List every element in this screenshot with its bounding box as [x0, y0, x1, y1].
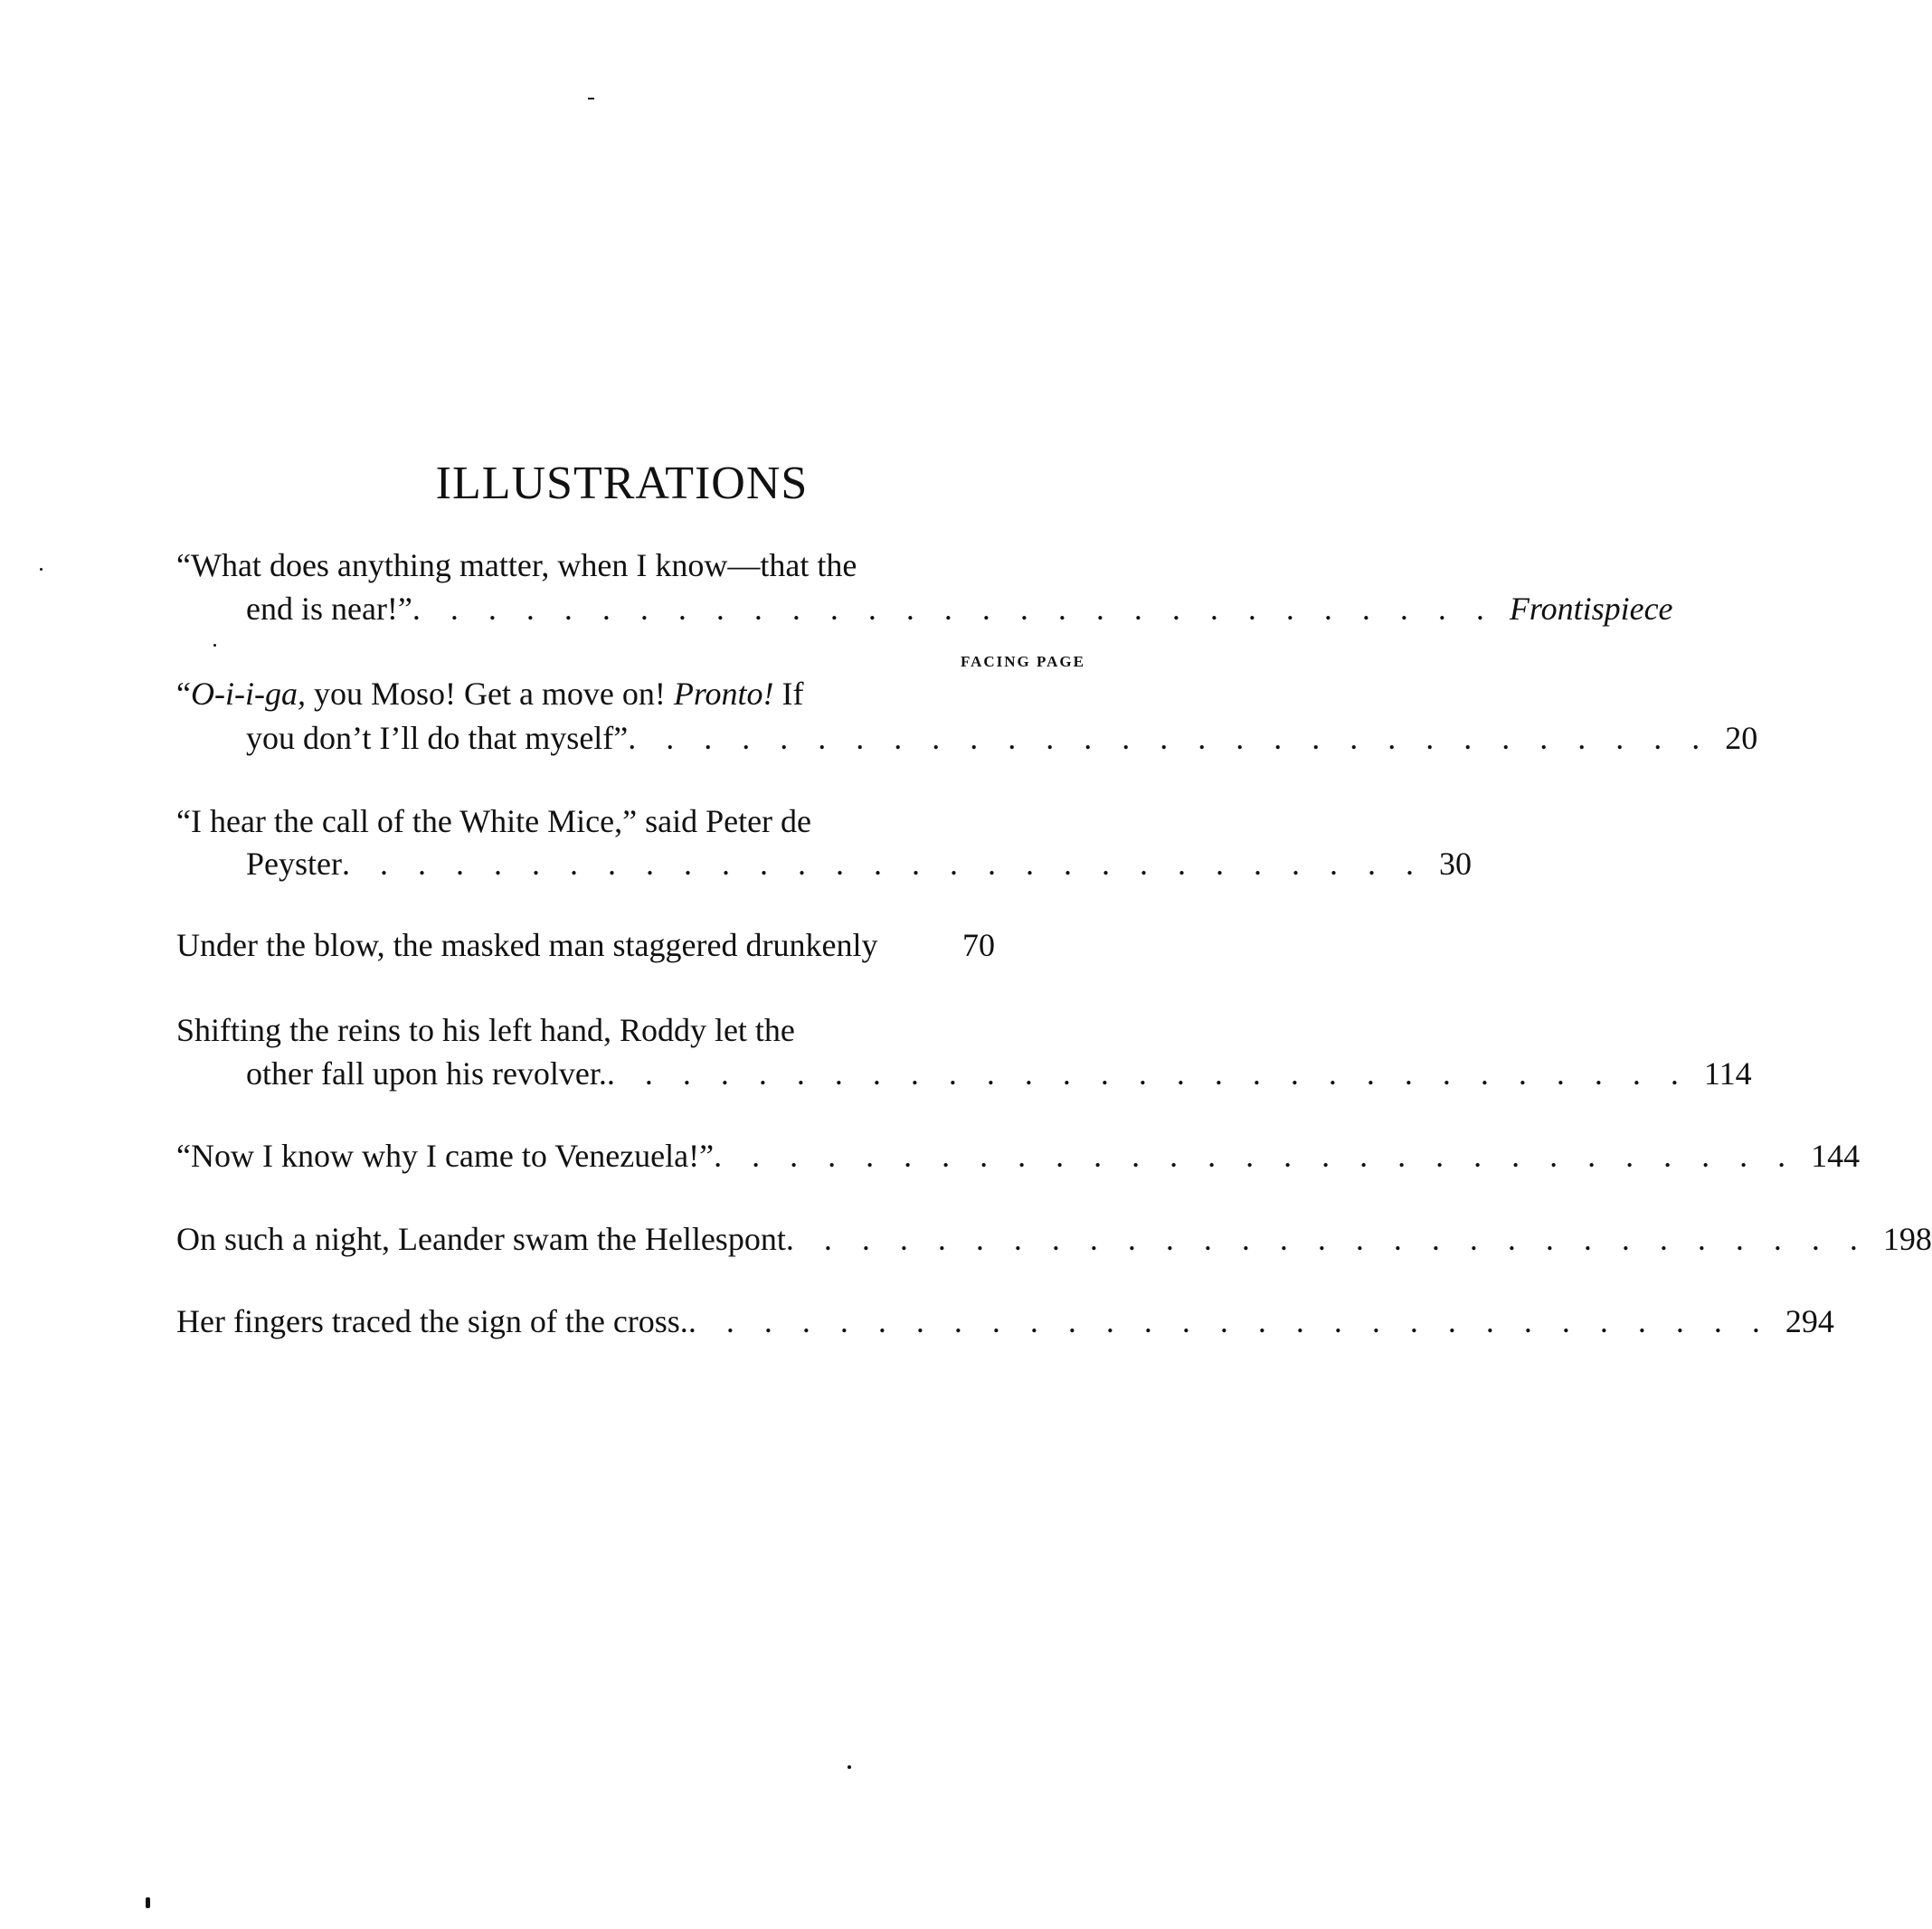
page-title: ILLUSTRATIONS: [435, 458, 809, 509]
entry-7-page: 198: [1882, 1221, 1932, 1257]
entry-1-line-2: [246, 589, 1673, 629]
entry-3-line-2: [246, 844, 1472, 884]
entry-3-leader: . . . . . . . . . . . . . . . . . . . . . . . . . . . . .: [341, 846, 1425, 882]
entry-3-page: 30: [1438, 846, 1472, 882]
entry-3-caption-end: Peyster: [246, 846, 342, 882]
entry-4-line-1: Under the blow, the masked man staggered drunkenly 70: [176, 927, 995, 963]
entry-2-page: 20: [1725, 720, 1758, 756]
entry-2-leader: . . . . . . . . . . . . . . . . . . . . . . . . . . . . .: [628, 720, 1711, 756]
entry-4-page: 70: [962, 927, 995, 963]
entry-2-line-1: “O-i-i-ga, you Moso! Get a move on! Pronto! If: [176, 676, 804, 712]
entry-5-line-1: Shifting the reins to his left hand, Roddy let the: [176, 1012, 795, 1048]
scan-mark-dot: [213, 644, 216, 647]
entry-6-line-1: “Now I know why I came to Venezuela!” . . . . . . . . . . . . . . . . . . . . . . . . . . . . . 144: [176, 1138, 1861, 1174]
scan-mark-corner: [146, 1897, 150, 1908]
entry-8-line-1: Her fingers traced the sign of the cross. . . . . . . . . . . . . . . . . . . . . . . . . . . . . . 294: [176, 1303, 1834, 1339]
entry-5-line-2: [246, 1054, 1752, 1093]
entry-1-leader: . . . . . . . . . . . . . . . . . . . . . . . . . . . . .: [412, 591, 1495, 627]
entry-6-leader: . . . . . . . . . . . . . . . . . . . . . . . . . . . . .: [714, 1138, 1797, 1174]
scan-mark-top: [588, 98, 594, 99]
entry-7-line-1: On such a night, Leander swam the Hellespont . . . . . . . . . . . . . . . . . . . . . . . . . . . . . 198: [176, 1221, 1932, 1257]
entry-2-caption-end: you don’t I’ll do that myself”: [246, 720, 629, 756]
entry-6-page: 144: [1811, 1138, 1861, 1174]
facing-page-label: FACING PAGE: [960, 653, 1085, 670]
entry-2-line-2: [246, 718, 1758, 758]
entry-8-leader: . . . . . . . . . . . . . . . . . . . . . . . . . . . . .: [687, 1303, 1771, 1339]
entry-3-line-1: “I hear the call of the White Mice,” said Peter de: [176, 803, 812, 839]
entry-8-page: 294: [1785, 1303, 1834, 1339]
entry-5-page: 114: [1703, 1055, 1752, 1092]
entry-1-caption-end: end is near!”: [246, 591, 412, 627]
scan-mark-bottom: [848, 1765, 851, 1769]
entry-1-line-1: “What does anything matter, when I know—that the: [176, 547, 857, 583]
entry-7-leader: . . . . . . . . . . . . . . . . . . . . . . . . . . . . .: [785, 1221, 1869, 1257]
entry-5-leader: . . . . . . . . . . . . . . . . . . . . . . . . . . . . .: [606, 1055, 1690, 1092]
entry-5-caption-end: other fall upon his revolver.: [246, 1055, 607, 1092]
scan-mark-left: [40, 568, 43, 571]
entry-1-page: Frontispiece: [1509, 591, 1673, 627]
